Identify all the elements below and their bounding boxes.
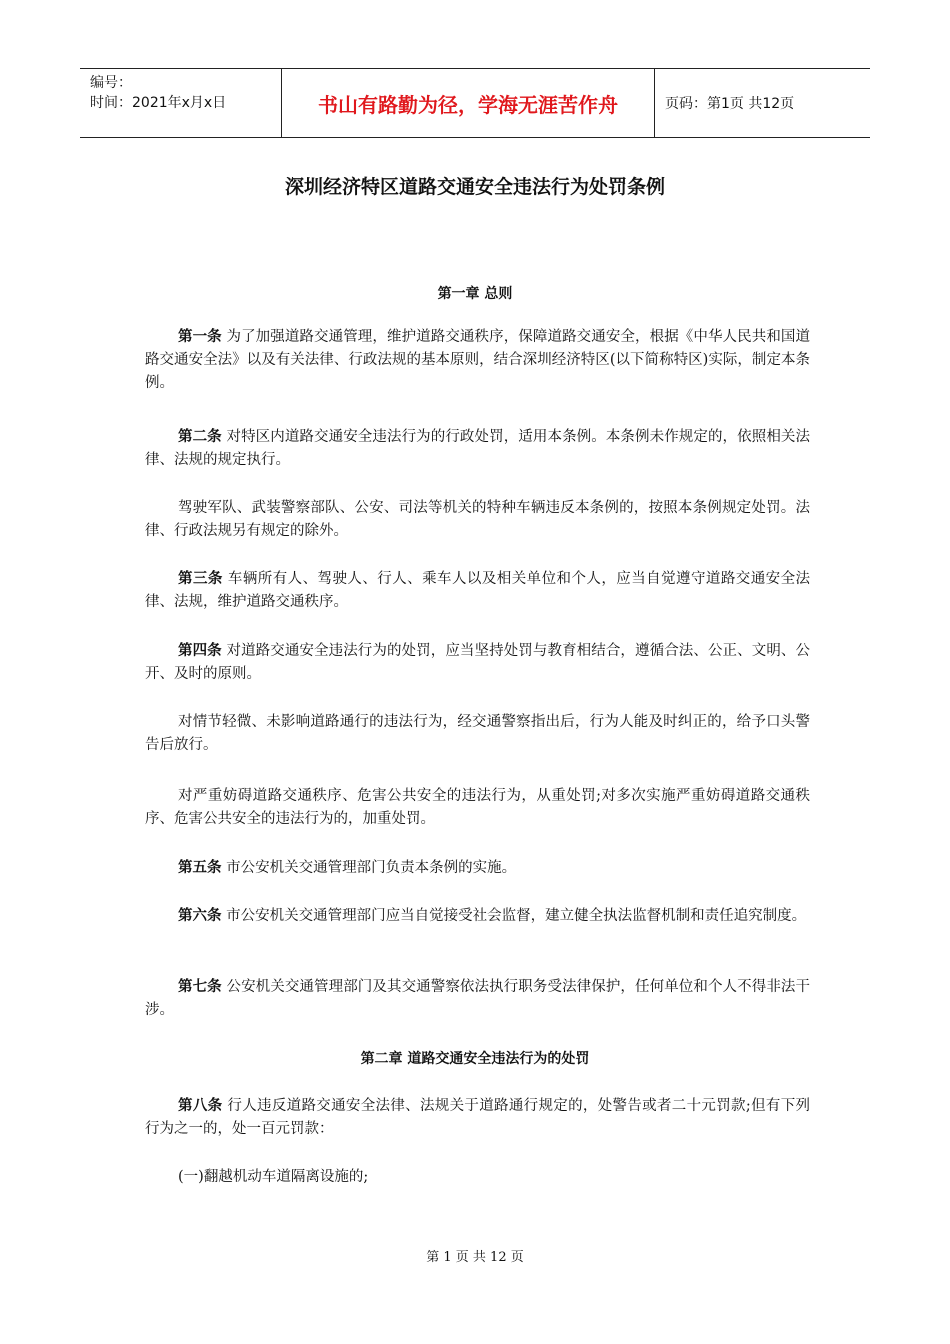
paragraph-text: 对严重妨碍道路交通秩序、危害公共安全的违法行为，从重处罚;对多次实施严重妨碍道路交通秩序、危害公共安全的违法行为的，加重处罚。 [145, 788, 810, 827]
paragraph [145, 785, 810, 831]
paragraph-text: 对情节轻微、未影响道路通行的违法行为，经交通警察指出后，行为人能及时纠正的，给予口头警告后放行。 [145, 714, 810, 753]
article-paragraph [145, 326, 810, 395]
article-number: 第四条 [178, 643, 222, 659]
paragraph [145, 711, 810, 757]
article-number: 第二条 [178, 429, 222, 445]
paragraph [145, 1166, 810, 1189]
article-number: 第七条 [178, 979, 222, 995]
paragraph-text: (一)翻越机动车道隔离设施的; [178, 1169, 369, 1185]
article-number: 第六条 [178, 908, 222, 924]
number-label: 编号： [90, 75, 132, 91]
article-text: 市公安机关交通管理部门应当自觉接受社会监督，建立健全执法监督机制和责任追究制度。 [226, 908, 807, 924]
page-header [80, 68, 870, 138]
article-text: 对道路交通安全违法行为的处罚，应当坚持处罚与教育相结合，遵循合法、公正、文明、公开、及时的原则。 [145, 643, 811, 682]
article-paragraph [145, 568, 810, 614]
article-paragraph [145, 905, 810, 928]
article-text: 市公安机关交通管理部门负责本条例的实施。 [226, 860, 517, 876]
paragraph-text: 驾驶军队、武装警察部队、公安、司法等机关的特种车辆违反本条例的，按照本条例规定处罚。法律、行政法规另有规定的除外。 [145, 500, 810, 539]
chapter-heading: 第二章 道路交通安全违法行为的处罚 [360, 1051, 590, 1067]
page-footer: 第 1 页 共 12 页 [426, 1250, 524, 1265]
article-number: 第一条 [178, 329, 222, 345]
article-paragraph [145, 1095, 810, 1141]
time-label: 时间：2021年x月x日 [90, 95, 227, 111]
header-meta [80, 69, 281, 137]
article-text: 对特区内道路交通安全违法行为的行政处罚，适用本条例。本条例未作规定的，依照相关法律、法规的规定执行。 [145, 429, 811, 468]
article-paragraph [145, 640, 810, 686]
header-motto: 书山有路勤为径，学海无涯苦作舟 [281, 69, 655, 137]
article-paragraph [145, 857, 810, 880]
paragraph [145, 497, 810, 543]
article-paragraph [145, 976, 810, 1022]
article-number: 第三条 [178, 571, 223, 587]
article-text: 行人违反道路交通安全法律、法规关于道路通行规定的，处警告或者二十元罚款;但有下列行为之一的，处一百元罚款： [145, 1098, 811, 1137]
document-title: 深圳经济特区道路交通安全违法行为处罚条例 [284, 176, 665, 198]
article-number: 第八条 [178, 1098, 223, 1114]
article-text: 车辆所有人、驾驶人、行人、乘车人以及相关单位和个人，应当自觉遵守道路交通安全法律、法规，维护道路交通秩序。 [145, 571, 811, 610]
article-text: 公安机关交通管理部门及其交通警察依法执行职务受法律保护，任何单位和个人不得非法干涉。 [145, 979, 811, 1018]
header-page-label: 页码：第1页 共12页 [665, 96, 795, 112]
article-text: 为了加强道路交通管理，维护道路交通秩序，保障道路交通安全，根据《中华人民共和国道路交通安全法》以及有关法律、行政法规的基本原则，结合深圳经济特区(以下简称特区)实际，制定本条例。 [145, 329, 811, 391]
chapter-heading: 第一章 总则 [437, 286, 513, 302]
article-paragraph [145, 426, 810, 472]
article-number: 第五条 [178, 860, 222, 876]
